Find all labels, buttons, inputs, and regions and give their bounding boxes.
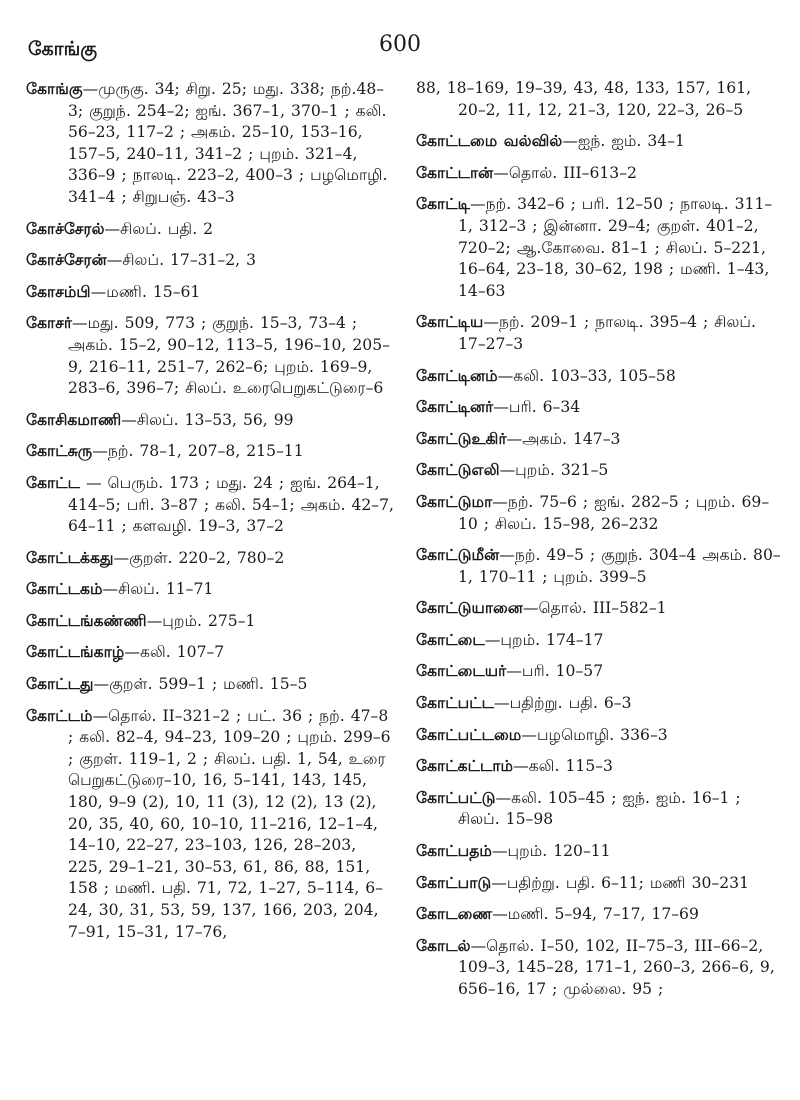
- entry-headword: கோட்டங்காழ்: [26, 642, 125, 662]
- index-entry: [416, 692, 784, 715]
- entry-headword: கோட்டான்: [416, 162, 494, 182]
- index-entry: [416, 903, 784, 926]
- index-entry: [416, 660, 784, 683]
- entry-references: —நற். 209–1 ; நாலடி. 395–4 ; சிலப். 17–27–3: [458, 313, 756, 353]
- entry-references: —மது. 509, 773 ; குறுந். 15–3, 73–4 ; அகம். 15–2, 90–12, 113–5, 196–10, 205–9, 216–11, 251–7, 262–6; புறம். 169–9, 283–6, 396–7; சிலப். உரைபெறுகட்டுரை–6: [68, 314, 390, 398]
- entry-references: —தொல். II–321–2 ; பட். 36 ; நற். 47–8 ; கலி. 82–4, 94–23, 109–20 ; புறம். 299–6 ; குறள். 119–1, 2 ; சிலப். பதி. 1, 54, உரை பெறுகட்டுரை–10, 16, 5–141, 143, 145, 180, 9–9 (2), 10, 11 (3), 12 (2), 13 (2), 20, 35, 40, 60, 10–10, 11–216, 12–1–4, 14–10, 22–27, 23–103, 126, 28–203, 225, 29–1–21, 30–53, 61, 86, 88, 151, 158 ; மணி. பதி. 71, 72, 1–27, 5–114, 6–24, 30, 31, 53, 59, 137, 166, 203, 204, 7–91, 15–31, 17–76,: [68, 706, 391, 941]
- entry-references: —தொல். III–613–2: [493, 163, 637, 182]
- index-entry: [416, 311, 784, 355]
- entry-headword: கோட்டுமா: [416, 491, 493, 511]
- index-entry: [26, 312, 394, 399]
- entry-references: —சிலப். 13–53, 56, 99: [121, 410, 294, 429]
- index-columns: [26, 78, 784, 1088]
- index-entry: [416, 872, 784, 895]
- entry-headword: கோச்சேரல்: [26, 218, 105, 238]
- entry-headword: கோட்டங்கண்ணி: [26, 610, 147, 630]
- index-entry: [416, 755, 784, 778]
- entry-headword: கோட்பட்ட: [416, 693, 495, 713]
- entry-headword: கோடணை: [416, 904, 493, 924]
- index-entry: [26, 78, 394, 209]
- entry-headword: கோட்ட: [26, 472, 81, 492]
- entry-references: —சிலப். 11–71: [102, 580, 214, 599]
- entry-headword: கோட்டகம்: [26, 579, 103, 599]
- index-entry: [416, 130, 784, 153]
- entry-references: —தொல். III–582–1: [522, 599, 667, 618]
- entry-references: —பதிற்று. பதி. 6–11; மணி 30–231: [491, 873, 749, 892]
- index-entry: [26, 409, 394, 432]
- entry-references: — பெரும். 173 ; மது. 24 ; ஐங். 264–1, 414–5; பரி. 3–87 ; கலி. 54–1; அகம். 42–7, 64–11 ; களவழி. 19–3, 37–2: [68, 473, 394, 536]
- entry-headword: கோட்டமை வல்வில்: [416, 131, 563, 151]
- index-entry: [416, 597, 784, 620]
- entry-headword: கோட்டது: [26, 674, 94, 694]
- index-entry: [416, 935, 784, 1001]
- entry-headword: கோட்டி: [416, 194, 471, 214]
- index-entry: [416, 193, 784, 302]
- entry-references: —சிலப். பதி. 2: [104, 219, 214, 238]
- entry-references: —கலி. 115–3: [513, 757, 613, 776]
- index-entry: [26, 705, 394, 944]
- entry-references: —நற். 78–1, 207–8, 215–11: [92, 442, 304, 461]
- index-entry: [416, 629, 784, 652]
- index-entry: [26, 440, 394, 463]
- entry-headword: கோசர்: [26, 313, 72, 333]
- entry-headword: கோட்பாடு: [416, 872, 492, 892]
- page-number: 600: [379, 32, 421, 57]
- entry-references: —புறம். 174–17: [484, 630, 604, 649]
- index-entry: [416, 840, 784, 863]
- entry-headword: கோங்கு: [26, 79, 83, 98]
- entry-headword: கோட்டுமீன்: [416, 545, 500, 565]
- entry-headword: கோட்டினர்: [416, 397, 494, 417]
- entry-headword: கோச்சேரன்: [26, 250, 107, 270]
- index-entry: [416, 544, 784, 588]
- entry-references: —முருகு. 34; சிறு. 25; மது. 338; நற்.48–3; குறுந். 254–2; ஐங். 367–1, 370–1 ; கலி. 56–23, 117–2 ; அகம். 25–10, 153–16, 157–5, 240–11, 341–2 ; புறம். 321–4, 336–9 ; நாலடி. 223–2, 400–3 ; பழமொழி. 341–4 ; சிறுபஞ். 43–3: [68, 80, 388, 206]
- entry-headword: கோட்பட்டமை: [416, 724, 522, 744]
- index-entry: [26, 610, 394, 633]
- index-entry: [416, 491, 784, 535]
- entry-references: —ஐந். ஐம். 34–1: [562, 132, 685, 151]
- index-entry: [26, 281, 394, 304]
- entry-headword: கோசம்பி: [26, 281, 91, 301]
- entry-references: —சிலப். 17–31–2, 3: [106, 251, 257, 270]
- entry-headword: கோட்பட்டு: [416, 787, 496, 807]
- entry-headword: கோடல்: [416, 935, 471, 955]
- right-column: [416, 78, 784, 1088]
- entry-headword: கோட்சுரு: [26, 441, 93, 461]
- entry-references: —புறம். 275–1: [146, 611, 256, 630]
- index-entry: [26, 249, 394, 272]
- entry-headword: கோட்பதம்: [416, 841, 492, 861]
- index-entry: [26, 578, 394, 601]
- entry-references: —மணி. 5–94, 7–17, 17–69: [492, 905, 699, 924]
- running-head-word: கோங்கு: [28, 38, 97, 60]
- entry-references: —தொல். I–50, 102, II–75–3, III–66–2, 109–3, 145–28, 171–1, 260–3, 266–6, 9, 656–16, 17 ; முல்லை. 95 ;: [458, 936, 775, 998]
- index-entry: [416, 78, 784, 121]
- entry-references: —பதிற்று. பதி. 6–3: [494, 694, 632, 713]
- entry-references: —நற். 75–6 ; ஐங். 282–5 ; புறம். 69–10 ; சிலப். 15–98, 26–232: [458, 492, 770, 533]
- index-entry: [416, 724, 784, 747]
- entry-references: —பழமொழி. 336–3: [521, 725, 668, 744]
- entry-references: —கலி. 105–45 ; ஐந். ஐம். 16–1 ; சிலப். 15–98: [458, 788, 741, 829]
- index-entry: [26, 547, 394, 570]
- entry-references: —புறம். 321–5: [499, 461, 609, 480]
- index-entry: [416, 459, 784, 482]
- entry-headword: கோட்டம்: [26, 705, 93, 725]
- entry-headword: கோட்டுஎலி: [416, 460, 500, 480]
- index-entry: [26, 641, 394, 664]
- entry-references: —நற். 342–6 ; பரி. 12–50 ; நாலடி. 311–1, 312–3 ; இன்னா. 29–4; குறள். 401–2, 720–2; ஆ.கோவை. 81–1 ; சிலப். 5–221, 16–64, 23–18, 30–62, 198 ; மணி. 1–43, 14–63: [458, 195, 773, 300]
- index-entry: [416, 396, 784, 419]
- entry-references: —அகம். 147–3: [506, 429, 621, 448]
- index-entry: [416, 162, 784, 185]
- entry-references: —மணி. 15–61: [90, 282, 201, 301]
- entry-headword: கோட்டையர்: [416, 661, 507, 681]
- entry-references: 88, 18–169, 19–39, 43, 48, 133, 157, 161, 20–2, 11, 12, 21–3, 120, 22–3, 26–5: [416, 79, 752, 119]
- entry-references: —பரி. 6–34: [493, 398, 581, 417]
- index-entry: [26, 673, 394, 696]
- entry-references: —புறம். 120–11: [491, 842, 611, 861]
- entry-references: —குறள். 220–2, 780–2: [113, 548, 285, 567]
- index-entry: [416, 428, 784, 451]
- entry-headword: கோட்டினம்: [416, 365, 498, 385]
- entry-headword: கோட்கட்டாம்: [416, 756, 514, 776]
- entry-headword: கோட்டக்கது: [26, 547, 114, 567]
- entry-headword: கோசிகமாணி: [26, 409, 122, 429]
- index-entry: [416, 365, 784, 388]
- page-header: [0, 0, 800, 70]
- entry-references: —கலி. 107–7: [124, 643, 225, 662]
- left-column: [26, 78, 394, 1088]
- entry-headword: கோட்டுஉகிர்: [416, 428, 507, 448]
- entry-references: —கலி. 103–33, 105–58: [497, 366, 676, 385]
- index-entry: [26, 472, 394, 538]
- entry-headword: கோட்டிய: [416, 312, 484, 332]
- entry-headword: கோட்டுயானை: [416, 598, 523, 618]
- entry-references: —குறள். 599–1 ; மணி. 15–5: [93, 675, 308, 694]
- index-entry: [416, 787, 784, 831]
- entry-headword: கோட்டை: [416, 629, 485, 649]
- index-entry: [26, 218, 394, 241]
- entry-references: —நற். 49–5 ; குறுந். 304–4 அகம். 80–1, 170–11 ; புறம். 399–5: [458, 546, 781, 586]
- entry-references: —பரி. 10–57: [506, 662, 604, 681]
